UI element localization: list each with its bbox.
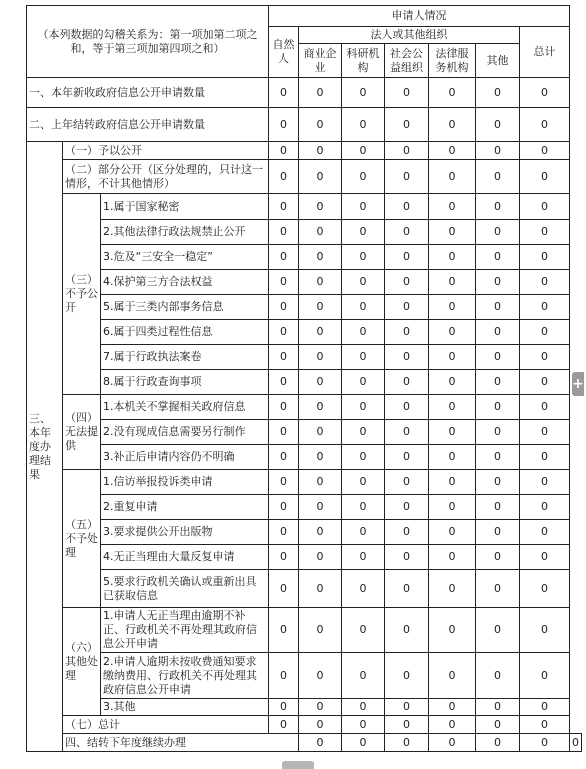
value-cell: 0 — [385, 420, 429, 445]
item-label: 4.无正当理由大量反复申请 — [101, 545, 269, 570]
value-cell: 0 — [342, 345, 385, 370]
value-cell: 0 — [429, 570, 476, 608]
value-cell: 0 — [269, 420, 299, 445]
table-row — [27, 160, 582, 194]
value-cell: 0 — [269, 570, 299, 608]
value-cell: 0 — [385, 716, 429, 734]
value-cell: 0 — [342, 160, 385, 194]
value-cell: 0 — [342, 520, 385, 545]
value-cell: 0 — [429, 194, 476, 220]
value-cell: 0 — [520, 445, 570, 470]
value-cell: 0 — [342, 608, 385, 653]
value-cell: 0 — [476, 420, 520, 445]
value-cell: 0 — [269, 270, 299, 295]
value-cell: 0 — [299, 245, 342, 270]
value-cell: 0 — [476, 495, 520, 520]
value-cell: 0 — [476, 194, 520, 220]
value-cell: 0 — [299, 78, 342, 108]
value-cell: 0 — [570, 734, 582, 752]
group-label-g6: （六）其他处理 — [63, 608, 101, 716]
value-cell: 0 — [269, 160, 299, 194]
value-cell: 0 — [520, 295, 570, 320]
value-cell: 0 — [429, 142, 476, 160]
value-cell: 0 — [385, 108, 429, 142]
value-cell: 0 — [299, 653, 342, 699]
header-applicant-info: 申请人情况 — [269, 6, 570, 27]
disclosure-statistics-table — [26, 5, 582, 752]
value-cell: 0 — [429, 470, 476, 495]
value-cell: 0 — [342, 295, 385, 320]
value-cell: 0 — [520, 78, 570, 108]
value-cell: 0 — [299, 520, 342, 545]
value-cell: 0 — [429, 78, 476, 108]
value-cell: 0 — [520, 495, 570, 520]
value-cell: 0 — [299, 160, 342, 194]
value-cell: 0 — [520, 142, 570, 160]
value-cell: 0 — [269, 699, 299, 716]
value-cell: 0 — [476, 295, 520, 320]
value-cell: 0 — [385, 495, 429, 520]
header-note: （本列数据的勾稽关系为：第一项加第二项之和，等于第三项加第四项之和） — [37, 27, 258, 55]
value-cell: 0 — [429, 495, 476, 520]
value-cell: 0 — [269, 370, 299, 395]
value-cell: 0 — [476, 734, 520, 752]
header-note-cell — [27, 6, 269, 78]
value-cell: 0 — [269, 520, 299, 545]
value-cell: 0 — [269, 194, 299, 220]
table-row — [27, 320, 582, 345]
value-cell: 0 — [299, 608, 342, 653]
item-label: 1.本机关不掌握相关政府信息 — [101, 395, 269, 420]
table-row — [27, 734, 582, 752]
value-cell: 0 — [269, 608, 299, 653]
value-cell: 0 — [476, 545, 520, 570]
item-label: 3.危及“三安全一稳定” — [101, 245, 269, 270]
item-label: 4.保护第三方合法权益 — [101, 270, 269, 295]
value-cell: 0 — [299, 194, 342, 220]
value-cell: 0 — [342, 320, 385, 345]
item-label: 5.要求行政机关确认或重新出具已获取信息 — [101, 570, 269, 608]
value-cell: 0 — [476, 78, 520, 108]
item-label: 2.没有现成信息需要另行制作 — [101, 420, 269, 445]
value-cell: 0 — [476, 220, 520, 245]
value-cell: 0 — [385, 734, 429, 752]
value-cell: 0 — [342, 420, 385, 445]
value-cell: 0 — [476, 716, 520, 734]
value-cell: 0 — [476, 320, 520, 345]
value-cell: 0 — [520, 699, 570, 716]
value-cell: 0 — [520, 245, 570, 270]
value-cell: 0 — [476, 570, 520, 608]
table-row — [27, 395, 582, 420]
item-label: 2.其他法律行政法规禁止公开 — [101, 220, 269, 245]
row-disclosed: （一）予以公开 — [63, 142, 269, 160]
table-row — [27, 78, 582, 108]
table-row — [27, 445, 582, 470]
value-cell: 0 — [342, 270, 385, 295]
value-cell: 0 — [429, 320, 476, 345]
value-cell: 0 — [385, 699, 429, 716]
value-cell: 0 — [429, 608, 476, 653]
value-cell: 0 — [269, 320, 299, 345]
value-cell: 0 — [342, 395, 385, 420]
value-cell: 0 — [385, 653, 429, 699]
value-cell: 0 — [342, 699, 385, 716]
value-cell: 0 — [385, 370, 429, 395]
item-label: 1.信访举报投诉类申请 — [101, 470, 269, 495]
value-cell: 0 — [520, 160, 570, 194]
table-row — [27, 716, 582, 734]
table-row — [27, 345, 582, 370]
value-cell: 0 — [385, 270, 429, 295]
value-cell: 0 — [476, 445, 520, 470]
value-cell: 0 — [476, 142, 520, 160]
value-cell: 0 — [342, 716, 385, 734]
item-label: 3.补正后申请内容仍不明确 — [101, 445, 269, 470]
value-cell: 0 — [269, 545, 299, 570]
header-social: 社会公益组织 — [385, 44, 429, 78]
table-row — [27, 270, 582, 295]
value-cell: 0 — [476, 608, 520, 653]
value-cell: 0 — [385, 395, 429, 420]
value-cell: 0 — [299, 716, 342, 734]
resize-handle-bottom[interactable] — [282, 761, 314, 769]
value-cell: 0 — [476, 395, 520, 420]
value-cell: 0 — [269, 295, 299, 320]
value-cell: 0 — [429, 653, 476, 699]
value-cell: 0 — [385, 295, 429, 320]
value-cell: 0 — [385, 345, 429, 370]
value-cell: 0 — [476, 520, 520, 545]
value-cell: 0 — [385, 245, 429, 270]
value-cell: 0 — [342, 545, 385, 570]
value-cell: 0 — [476, 108, 520, 142]
table-row — [27, 370, 582, 395]
value-cell: 0 — [269, 78, 299, 108]
value-cell: 0 — [476, 160, 520, 194]
value-cell: 0 — [429, 420, 476, 445]
header-legal-service: 法律服务机构 — [429, 44, 476, 78]
item-label: 7.属于行政执法案卷 — [101, 345, 269, 370]
value-cell: 0 — [342, 653, 385, 699]
header-commercial: 商业企业 — [299, 44, 342, 78]
value-cell: 0 — [269, 716, 299, 734]
value-cell: 0 — [342, 245, 385, 270]
value-cell: 0 — [476, 653, 520, 699]
value-cell: 0 — [299, 734, 342, 752]
item-label: 2.申请人逾期未按收费通知要求缴纳费用、行政机关不再处理其政府信息公开申请 — [101, 653, 269, 699]
value-cell: 0 — [385, 220, 429, 245]
value-cell: 0 — [269, 142, 299, 160]
table-row — [27, 420, 582, 445]
value-cell: 0 — [520, 370, 570, 395]
value-cell: 0 — [429, 270, 476, 295]
value-cell: 0 — [299, 142, 342, 160]
row-carry-forward: 四、结转下年度继续办理 — [63, 734, 299, 752]
value-cell: 0 — [342, 470, 385, 495]
value-cell: 0 — [429, 370, 476, 395]
value-cell: 0 — [299, 220, 342, 245]
item-label: 3.要求提供公开出版物 — [101, 520, 269, 545]
value-cell: 0 — [385, 142, 429, 160]
value-cell: 0 — [520, 520, 570, 545]
value-cell: 0 — [429, 295, 476, 320]
value-cell: 0 — [299, 445, 342, 470]
value-cell: 0 — [385, 320, 429, 345]
table-row — [27, 608, 582, 653]
value-cell: 0 — [385, 608, 429, 653]
value-cell: 0 — [342, 495, 385, 520]
value-cell: 0 — [342, 445, 385, 470]
value-cell: 0 — [429, 734, 476, 752]
value-cell: 0 — [269, 245, 299, 270]
value-cell: 0 — [299, 320, 342, 345]
value-cell: 0 — [269, 653, 299, 699]
group-label-g5: （五）不予处理 — [63, 470, 101, 608]
value-cell: 0 — [385, 160, 429, 194]
value-cell: 0 — [520, 570, 570, 608]
value-cell: 0 — [269, 108, 299, 142]
table-row — [27, 520, 582, 545]
value-cell: 0 — [476, 370, 520, 395]
value-cell: 0 — [429, 160, 476, 194]
value-cell: 0 — [520, 194, 570, 220]
value-cell: 0 — [299, 108, 342, 142]
table-row — [27, 653, 582, 699]
value-cell: 0 — [520, 220, 570, 245]
value-cell: 0 — [429, 245, 476, 270]
value-cell: 0 — [476, 245, 520, 270]
expand-handle-right[interactable]: + — [572, 372, 584, 396]
value-cell: 0 — [269, 220, 299, 245]
value-cell: 0 — [476, 470, 520, 495]
header-other: 其他 — [476, 44, 520, 78]
table-row — [27, 220, 582, 245]
item-label: 1.属于国家秘密 — [101, 194, 269, 220]
item-label: 1.申请人无正当理由逾期不补正、行政机关不再处理其政府信息公开申请 — [101, 608, 269, 653]
value-cell: 0 — [299, 270, 342, 295]
value-cell: 0 — [342, 142, 385, 160]
table-row — [27, 470, 582, 495]
value-cell: 0 — [269, 395, 299, 420]
value-cell: 0 — [429, 395, 476, 420]
value-cell: 0 — [520, 395, 570, 420]
value-cell: 0 — [299, 570, 342, 608]
value-cell: 0 — [299, 345, 342, 370]
value-cell: 0 — [429, 108, 476, 142]
value-cell: 0 — [299, 699, 342, 716]
value-cell: 0 — [385, 520, 429, 545]
item-label: 3.其他 — [101, 699, 269, 716]
value-cell: 0 — [520, 545, 570, 570]
value-cell: 0 — [342, 220, 385, 245]
value-cell: 0 — [299, 420, 342, 445]
value-cell: 0 — [385, 78, 429, 108]
value-cell: 0 — [342, 108, 385, 142]
value-cell: 0 — [429, 345, 476, 370]
value-cell: 0 — [385, 570, 429, 608]
table-row — [27, 295, 582, 320]
value-cell: 0 — [520, 420, 570, 445]
row-new-applications: 一、本年新收政府信息公开申请数量 — [27, 78, 269, 108]
value-cell: 0 — [342, 734, 385, 752]
value-cell: 0 — [520, 716, 570, 734]
item-label: 2.重复申请 — [101, 495, 269, 520]
value-cell: 0 — [269, 495, 299, 520]
value-cell: 0 — [429, 716, 476, 734]
table-row — [27, 545, 582, 570]
header-natural-person: 自然人 — [269, 27, 299, 78]
table-row — [27, 245, 582, 270]
row-partially-disclosed: （二）部分公开（区分处理的，只计这一情形，不计其他情形） — [63, 160, 269, 194]
item-label: 5.属于三类内部事务信息 — [101, 295, 269, 320]
value-cell: 0 — [429, 520, 476, 545]
table-row — [27, 570, 582, 608]
value-cell: 0 — [429, 545, 476, 570]
header-total: 总计 — [520, 27, 570, 78]
value-cell: 0 — [476, 699, 520, 716]
value-cell: 0 — [342, 78, 385, 108]
row-results-total: （七）总计 — [63, 716, 269, 734]
value-cell: 0 — [520, 734, 570, 752]
value-cell: 0 — [385, 470, 429, 495]
value-cell: 0 — [520, 345, 570, 370]
value-cell: 0 — [299, 295, 342, 320]
value-cell: 0 — [385, 194, 429, 220]
value-cell: 0 — [520, 320, 570, 345]
value-cell: 0 — [429, 699, 476, 716]
table-row — [27, 495, 582, 520]
table-row — [27, 194, 582, 220]
value-cell: 0 — [342, 194, 385, 220]
value-cell: 0 — [429, 220, 476, 245]
value-cell: 0 — [520, 608, 570, 653]
item-label: 6.属于四类过程性信息 — [101, 320, 269, 345]
value-cell: 0 — [299, 470, 342, 495]
item-label: 8.属于行政查询事项 — [101, 370, 269, 395]
group-label-g3: （三）不予公开 — [63, 194, 101, 395]
value-cell: 0 — [299, 545, 342, 570]
value-cell: 0 — [476, 345, 520, 370]
value-cell: 0 — [385, 445, 429, 470]
value-cell: 0 — [476, 270, 520, 295]
value-cell: 0 — [520, 470, 570, 495]
table-row — [27, 142, 582, 160]
value-cell: 0 — [385, 545, 429, 570]
value-cell: 0 — [342, 570, 385, 608]
value-cell: 0 — [269, 345, 299, 370]
value-cell: 0 — [299, 495, 342, 520]
value-cell: 0 — [299, 395, 342, 420]
value-cell: 0 — [520, 653, 570, 699]
value-cell: 0 — [269, 470, 299, 495]
value-cell: 0 — [429, 445, 476, 470]
table-row — [27, 699, 582, 716]
group-label-g4: （四）无法提供 — [63, 395, 101, 470]
value-cell: 0 — [342, 370, 385, 395]
table-row — [27, 108, 582, 142]
value-cell: 0 — [520, 270, 570, 295]
section-results-label: 三、本年度办理结果 — [27, 142, 63, 752]
value-cell: 0 — [269, 445, 299, 470]
value-cell: 0 — [299, 370, 342, 395]
header-legal-or-other: 法人或其他组织 — [299, 27, 520, 44]
header-research: 科研机构 — [342, 44, 385, 78]
row-carried-over: 二、上年结转政府信息公开申请数量 — [27, 108, 269, 142]
value-cell: 0 — [520, 108, 570, 142]
